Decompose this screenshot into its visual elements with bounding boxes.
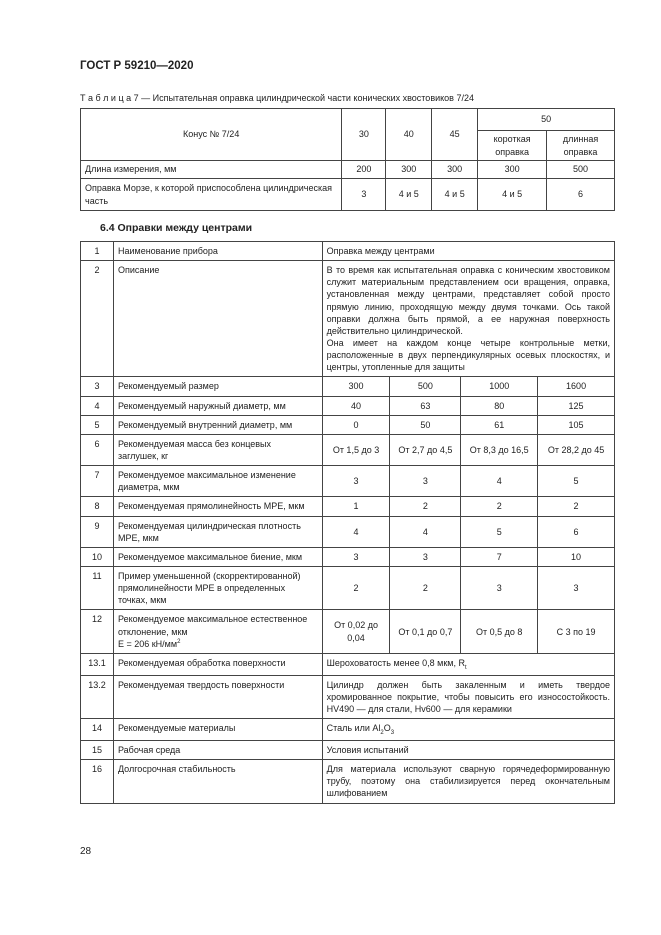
table-row	[81, 566, 615, 609]
cell: 1	[322, 497, 390, 516]
col-45: 45	[432, 109, 478, 161]
col-50-long: длинная оправка	[547, 131, 615, 161]
cell: 3	[390, 466, 461, 497]
row-label: Рабочая среда	[113, 741, 322, 760]
table-row	[81, 377, 615, 396]
row-label: Длина измерения, мм	[81, 161, 342, 179]
cell: С 3 по 19	[538, 610, 615, 653]
cell: 300	[386, 161, 432, 179]
row-number: 13.2	[81, 675, 114, 718]
table-row	[81, 516, 615, 547]
row-number: 1	[81, 242, 114, 261]
description-paragraph: Она имеет на каждом конце четыре контрольные метки, расположенные в двух перпендикулярных осевых плоскостях, и центры, утопленные для защиты	[326, 337, 610, 373]
cell: 500	[390, 377, 461, 396]
table-mandrels	[80, 241, 615, 804]
row-value: Цилиндр должен быть закаленным и иметь твердое хромированное покрытие, чтобы повысить его износостойкость. HV490 — для стали, Hv600 — для керамики	[322, 675, 614, 718]
cell: 2	[538, 497, 615, 516]
material-text: O	[383, 723, 391, 734]
material-subscript: 2	[380, 729, 384, 736]
section-title: 6.4 Оправки между центрами	[100, 222, 253, 234]
cell: От 0,5 до 8	[461, 610, 538, 653]
cell: 4	[390, 516, 461, 547]
row-label: Оправка Морзе, к которой приспособлена цилиндрическая часть	[81, 179, 342, 211]
cone-header: Конус № 7/24	[81, 109, 342, 161]
cell: 105	[538, 415, 615, 434]
col-40: 40	[386, 109, 432, 161]
row-label: Долгосрочная стабильность	[113, 760, 322, 803]
cell: От 28,2 до 45	[538, 434, 615, 465]
cell: 3	[461, 566, 538, 609]
cell: 0	[322, 415, 390, 434]
cell: 6	[547, 179, 615, 211]
cell: От 1,5 до 3	[322, 434, 390, 465]
row-label-cell	[113, 610, 322, 653]
cell: 2	[461, 497, 538, 516]
cell: 3	[342, 179, 386, 211]
row-number: 15	[81, 741, 114, 760]
cell: 4	[461, 466, 538, 497]
cell: 2	[322, 566, 390, 609]
row-number: 14	[81, 719, 114, 741]
cell: 2	[390, 497, 461, 516]
table-row	[81, 547, 615, 566]
row-number: 10	[81, 547, 114, 566]
row-label: Рекомендуемое максимальное изменение диаметра, мкм	[113, 466, 322, 497]
col-50: 50	[478, 109, 615, 131]
row-label: Рекомендуемое максимальное биение, мкм	[113, 547, 322, 566]
table-row	[81, 466, 615, 497]
col-50-short: короткая оправка	[478, 131, 547, 161]
row-label: Рекомендуемая твердость поверхности	[113, 675, 322, 718]
cell: 125	[538, 396, 615, 415]
cell: 200	[342, 161, 386, 179]
row-value	[322, 653, 614, 675]
cell: 10	[538, 547, 615, 566]
description-cell	[322, 261, 614, 377]
row-label: Рекомендуемая масса без концевых заглушек, кг	[113, 434, 322, 465]
row-label: Наименование прибора	[113, 242, 322, 261]
row-value: Условия испытаний	[322, 741, 614, 760]
roughness-text: Шероховатость менее 0,8 мкм, R	[326, 657, 465, 668]
row-value: Оправка между центрами	[322, 242, 614, 261]
cell: 300	[322, 377, 390, 396]
table-row	[81, 415, 615, 434]
cell: От 2,7 до 4,5	[390, 434, 461, 465]
table-row	[81, 434, 615, 465]
modulus-exponent: 2	[177, 638, 181, 645]
row-number: 8	[81, 497, 114, 516]
row-number: 4	[81, 396, 114, 415]
modulus-label	[118, 638, 314, 650]
row-label: Рекомендуемая прямолинейность MPE, мкм	[113, 497, 322, 516]
cell: 3	[390, 547, 461, 566]
row-label: Рекомендуемые материалы	[113, 719, 322, 741]
row-number: 11	[81, 566, 114, 609]
row-value	[322, 719, 614, 741]
page-number: 28	[80, 846, 92, 857]
material-subscript: 3	[390, 729, 395, 736]
row-number: 16	[81, 760, 114, 803]
roughness-subscript: t	[465, 664, 467, 671]
row-label: Рекомендуемая цилиндрическая плотность MPE, мкм	[113, 516, 322, 547]
description-paragraph: В то время как испытательная оправка с коническим хвостовиком служит материальным представлением оси вращения, оправка, установленная между центрами, представляет собой просто прямую линию, проходящую между двумя точками. Ось такой оправки должна быть прямой, а ее наружная поверхность действительно цилиндрической.	[326, 265, 610, 336]
row-number: 9	[81, 516, 114, 547]
cell: 2	[390, 566, 461, 609]
material-text: Сталь или Al	[326, 723, 381, 734]
table-7	[80, 108, 615, 211]
cell: 6	[538, 516, 615, 547]
cell: 5	[461, 516, 538, 547]
cell: От 0,02 до 0,04	[322, 610, 390, 653]
cell: 500	[547, 161, 615, 179]
cell: 3	[538, 566, 615, 609]
row-label: Описание	[113, 261, 322, 377]
row-number: 12	[81, 610, 114, 653]
row-number: 3	[81, 377, 114, 396]
cell: 50	[390, 415, 461, 434]
row-number: 2	[81, 261, 114, 377]
cell: 63	[390, 396, 461, 415]
modulus-text: E = 206 кН/мм	[117, 638, 178, 649]
cell: 40	[322, 396, 390, 415]
row-label: Рекомендуемый наружный диаметр, мм	[113, 396, 322, 415]
cell: 4 и 5	[432, 179, 478, 211]
row-label: Рекомендуемый внутренний диаметр, мм	[113, 415, 322, 434]
cell: 61	[461, 415, 538, 434]
cell: 3	[322, 547, 390, 566]
row-label: Рекомендуемая обработка поверхности	[113, 653, 322, 675]
row-number: 13.1	[81, 653, 114, 675]
document-header: ГОСТ Р 59210—2020	[80, 60, 194, 72]
cell: 7	[461, 547, 538, 566]
table-caption: Т а б л и ц а 7 — Испытательная оправка цилиндрической части конических хвостовиков 7/24	[80, 93, 474, 103]
cell: 3	[322, 466, 390, 497]
row-number: 7	[81, 466, 114, 497]
row-label: Рекомендуемое максимальное естественное отклонение, мкм	[117, 614, 308, 637]
cell: 300	[432, 161, 478, 179]
cell: От 0,1 до 0,7	[390, 610, 461, 653]
cell: 1600	[538, 377, 615, 396]
cell: 5	[538, 466, 615, 497]
row-number: 6	[81, 434, 114, 465]
cell: 4	[322, 516, 390, 547]
row-label: Рекомендуемый размер	[113, 377, 322, 396]
table-row	[81, 396, 615, 415]
cell: 300	[478, 161, 547, 179]
row-number: 5	[81, 415, 114, 434]
cell: От 8,3 до 16,5	[461, 434, 538, 465]
cell: 4 и 5	[386, 179, 432, 211]
row-label: Пример уменьшенной (скорректированной) прямолинейности MPE в определенных точках, мкм	[113, 566, 322, 609]
row-value: Для материала используют сварную горячедеформированную трубу, поэтому она стабилизируется перед окончательным шлифованием	[322, 760, 614, 803]
cell: 1000	[461, 377, 538, 396]
table-row	[81, 497, 615, 516]
cell: 80	[461, 396, 538, 415]
cell: 4 и 5	[478, 179, 547, 211]
col-30: 30	[342, 109, 386, 161]
